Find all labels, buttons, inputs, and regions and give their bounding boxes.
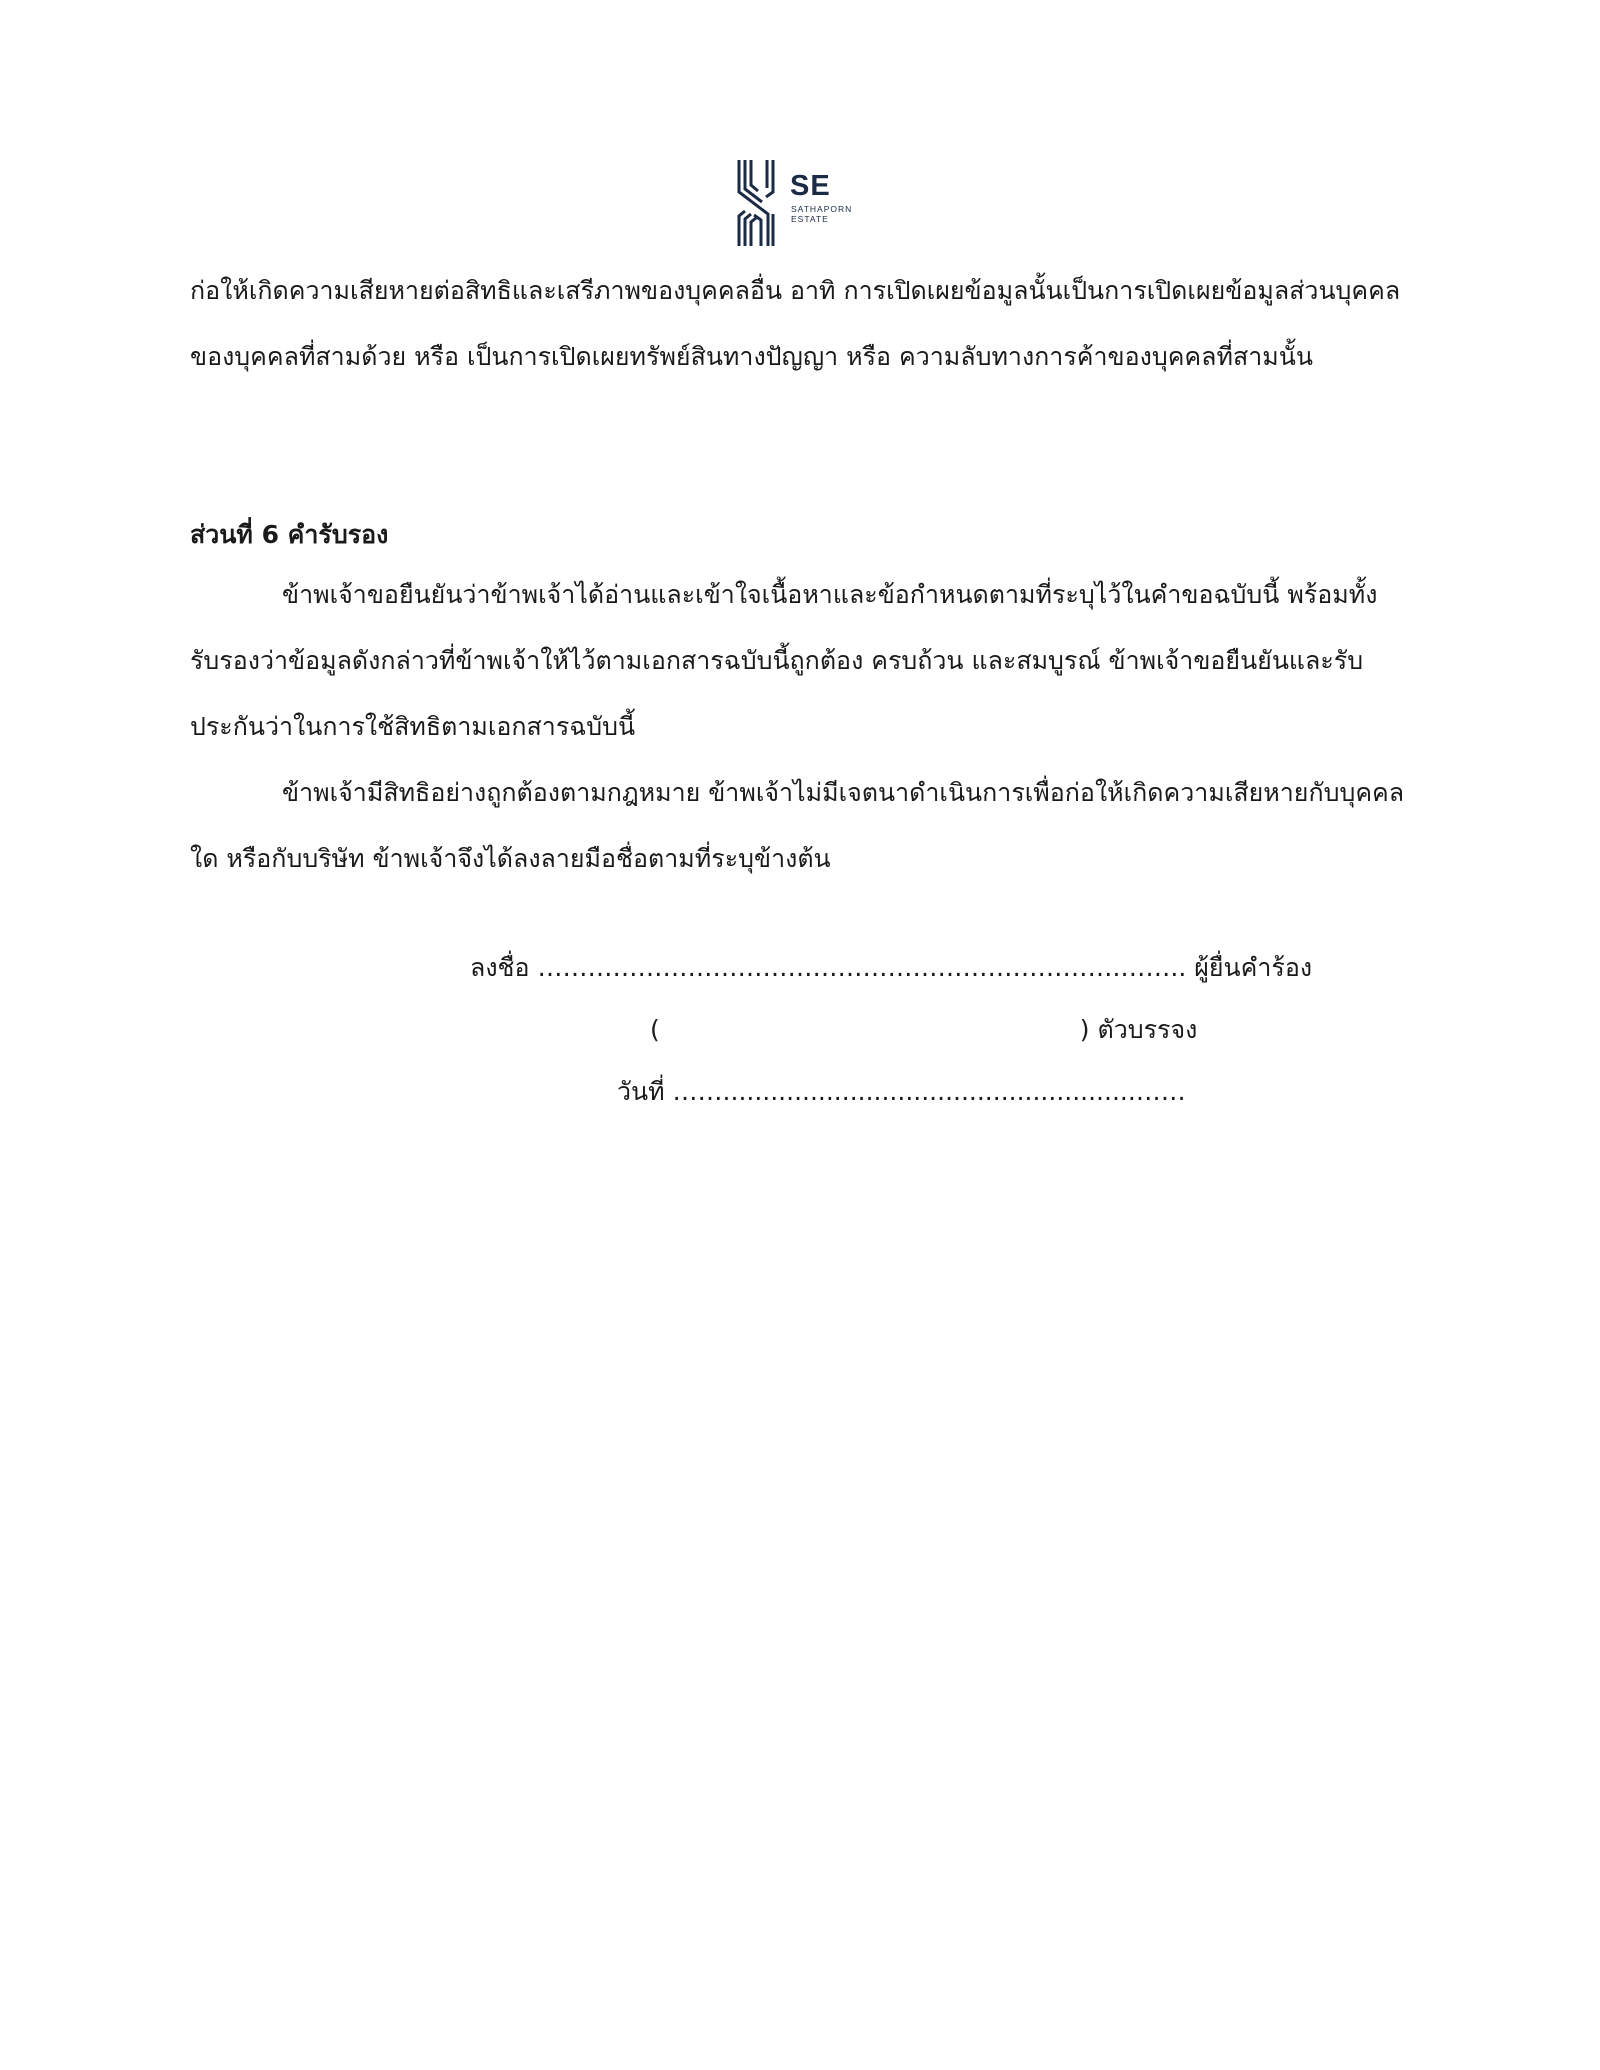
paren-open: ( — [650, 1015, 660, 1044]
paren-close: ) ตัวบรรจง — [1079, 1015, 1198, 1044]
logo-stripes-icon — [736, 158, 776, 248]
section-heading: ส่วนที่ 6 คำรับรอง — [190, 520, 389, 549]
logo-line2: ESTATE — [791, 214, 829, 224]
signature-line: ลงชื่อ …………………………………………………………….…….. ผู้ยื่นคำร้อง — [470, 953, 1313, 982]
rights-paragraph: ข้าพเจ้ามีสิทธิอย่างถูกต้องตามกฎหมาย ข้าพเจ้าไม่มีเจตนาดำเนินการเพื่อก่อให้เกิดความเสียหายกับบุคคลใด หรือกับบริษัท ข้าพเจ้าจึงได้ลงลายมือชื่อตามที่ระบุข้างต้น — [190, 778, 1405, 873]
date-line: วันที่ ……....................................................…… — [617, 1077, 1186, 1106]
logo-mark: SE — [790, 170, 831, 202]
printed-name-line — [650, 1010, 1197, 1050]
certification-text — [190, 562, 1410, 892]
logo-line1: SATHAPORN — [791, 204, 853, 214]
certification-paragraph: ข้าพเจ้าขอยืนยันว่าข้าพเจ้าได้อ่านและเข้าใจเนื้อหาและข้อกำหนดตามที่ระบุไว้ในคำขอฉบับนี้ พร้อมทั้งรับรองว่าข้อมูลดังกล่าวที่ข้าพเจ้าให้ไว้ตามเอกสารฉบับนี้ถูกต้อง ครบถ้วน และสมบูรณ์ ข้าพเจ้าขอยืนยันและรับประกันว่าในการใช้สิทธิตามเอกสารฉบับนี้ — [190, 580, 1378, 741]
company-logo — [736, 158, 866, 248]
paragraph-continuation: ก่อให้เกิดความเสียหายต่อสิทธิและเสรีภาพของบุคคลอื่น อาทิ การเปิดเผยข้อมูลนั้นเป็นการเปิดเผยข้อมูลส่วนบุคคลของบุคคลที่สามด้วย หรือ เป็นการเปิดเผยทรัพย์สินทางปัญญา หรือ ความลับทางการค้าของบุคคลที่สามนั้น — [190, 276, 1401, 371]
